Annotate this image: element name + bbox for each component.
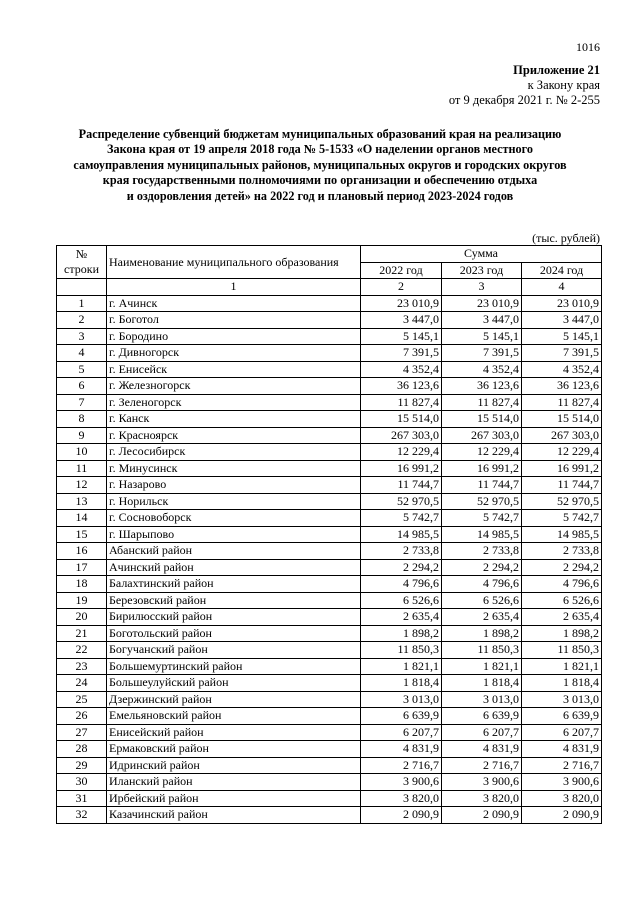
table-row: [57, 724, 602, 741]
amount-2023: 14 985,5: [442, 526, 522, 543]
municipality-name: Емельяновский район: [107, 708, 361, 725]
header-num-symbol: №: [75, 247, 88, 261]
header-name: Наименование муниципального образования: [107, 246, 361, 279]
municipality-name: г. Шарыпово: [107, 526, 361, 543]
column-number-empty: [57, 279, 107, 296]
municipality-name: г. Канск: [107, 411, 361, 428]
amount-2024: 3 013,0: [522, 691, 602, 708]
table-row: [57, 345, 602, 362]
amount-2022: 3 820,0: [361, 790, 442, 807]
amount-2023: 6 526,6: [442, 592, 522, 609]
municipality-name: г. Минусинск: [107, 460, 361, 477]
column-number-1: 1: [107, 279, 361, 296]
municipality-name: Ирбейский район: [107, 790, 361, 807]
amount-2022: 12 229,4: [361, 444, 442, 461]
title-line-1: Распределение субвенций бюджетам муниципальных образований края на реализацию: [78, 127, 562, 141]
amount-2022: 4 796,6: [361, 576, 442, 593]
municipality-name: Енисейский район: [107, 724, 361, 741]
header-sum: Сумма: [361, 246, 602, 263]
row-number: 25: [57, 691, 107, 708]
amount-2022: 6 639,9: [361, 708, 442, 725]
amount-2023: 1 821,1: [442, 658, 522, 675]
row-number: 1: [57, 295, 107, 312]
municipality-name: г. Дивногорск: [107, 345, 361, 362]
table-row: [57, 790, 602, 807]
municipality-name: г. Бородино: [107, 328, 361, 345]
municipality-name: г. Лесосибирск: [107, 444, 361, 461]
amount-2024: 3 900,6: [522, 774, 602, 791]
column-number-4: 4: [522, 279, 602, 296]
amount-2024: 3 447,0: [522, 312, 602, 329]
amount-2022: 2 716,7: [361, 757, 442, 774]
amount-2022: 1 898,2: [361, 625, 442, 642]
amount-2023: 2 716,7: [442, 757, 522, 774]
row-number: 24: [57, 675, 107, 692]
amount-2023: 52 970,5: [442, 493, 522, 510]
title-line-2: Закона края от 19 апреля 2018 года № 5-1533 «О наделении органов местного: [107, 142, 533, 157]
table-row: [57, 394, 602, 411]
amount-2023: 16 991,2: [442, 460, 522, 477]
amount-2022: 2 294,2: [361, 559, 442, 576]
amount-2024: 2 733,8: [522, 543, 602, 560]
amount-2024: 2 090,9: [522, 807, 602, 824]
municipality-name: Боготольский район: [107, 625, 361, 642]
row-number: 15: [57, 526, 107, 543]
amount-2024: 12 229,4: [522, 444, 602, 461]
title-line-4: края государственными полномочиями по организации и обеспечению отдыха: [102, 173, 538, 188]
row-number: 22: [57, 642, 107, 659]
amount-2022: 52 970,5: [361, 493, 442, 510]
municipality-name: г. Красноярск: [107, 427, 361, 444]
table-row: [57, 741, 602, 758]
amount-2024: 4 796,6: [522, 576, 602, 593]
amount-2023: 3 447,0: [442, 312, 522, 329]
amount-2024: 7 391,5: [522, 345, 602, 362]
row-number: 16: [57, 543, 107, 560]
municipality-name: г. Назарово: [107, 477, 361, 494]
appendix-date: от 9 декабря 2021 г. № 2-255: [448, 93, 600, 107]
title-line-5: и оздоровления детей» на 2022 год и плановый период 2023-2024 годов: [126, 188, 514, 203]
amount-2023: 23 010,9: [442, 295, 522, 312]
amount-2022: 36 123,6: [361, 378, 442, 395]
amount-2024: 11 827,4: [522, 394, 602, 411]
municipality-name: Богучанский район: [107, 642, 361, 659]
row-number: 7: [57, 394, 107, 411]
amount-2022: 2 733,8: [361, 543, 442, 560]
table-row: [57, 411, 602, 428]
municipality-name: г. Сосновоборск: [107, 510, 361, 527]
row-number: 29: [57, 757, 107, 774]
amount-2023: 267 303,0: [442, 427, 522, 444]
amount-2024: 11 850,3: [522, 642, 602, 659]
table-row: [57, 361, 602, 378]
municipality-name: Большемуртинский район: [107, 658, 361, 675]
amount-2023: 4 796,6: [442, 576, 522, 593]
amount-2023: 3 013,0: [442, 691, 522, 708]
row-number: 4: [57, 345, 107, 362]
column-number-row: [57, 279, 602, 296]
amount-2023: 2 733,8: [442, 543, 522, 560]
amount-2023: 11 744,7: [442, 477, 522, 494]
amount-2023: 5 742,7: [442, 510, 522, 527]
municipality-name: Балахтинский район: [107, 576, 361, 593]
row-number: 10: [57, 444, 107, 461]
table-row: [57, 510, 602, 527]
amount-2023: 12 229,4: [442, 444, 522, 461]
amount-2024: 2 294,2: [522, 559, 602, 576]
header-year-2022: 2022 год: [361, 262, 442, 279]
amount-2024: 6 207,7: [522, 724, 602, 741]
amount-2022: 16 991,2: [361, 460, 442, 477]
amount-2022: 2 090,9: [361, 807, 442, 824]
amount-2023: 3 900,6: [442, 774, 522, 791]
municipality-name: г. Ачинск: [107, 295, 361, 312]
amount-2024: 6 639,9: [522, 708, 602, 725]
table-row: [57, 526, 602, 543]
municipality-name: Большеулуйский район: [107, 675, 361, 692]
amount-2023: 2 635,4: [442, 609, 522, 626]
amount-2022: 3 447,0: [361, 312, 442, 329]
row-number: 3: [57, 328, 107, 345]
table-row: [57, 757, 602, 774]
amount-2023: 6 639,9: [442, 708, 522, 725]
amount-2022: 6 526,6: [361, 592, 442, 609]
table-row: [57, 312, 602, 329]
table-row: [57, 691, 602, 708]
municipality-name: Казачинский район: [107, 807, 361, 824]
amount-2023: 15 514,0: [442, 411, 522, 428]
amount-2023: 5 145,1: [442, 328, 522, 345]
amount-2023: 3 820,0: [442, 790, 522, 807]
amount-2022: 4 352,4: [361, 361, 442, 378]
row-number: 13: [57, 493, 107, 510]
table-row: [57, 477, 602, 494]
table-row: [57, 642, 602, 659]
amount-2022: 267 303,0: [361, 427, 442, 444]
header-num-word: строки: [64, 262, 99, 276]
amount-2024: 52 970,5: [522, 493, 602, 510]
amount-2022: 5 145,1: [361, 328, 442, 345]
amount-2023: 2 090,9: [442, 807, 522, 824]
table-row: [57, 708, 602, 725]
municipality-name: Ачинский район: [107, 559, 361, 576]
amount-2022: 11 744,7: [361, 477, 442, 494]
appendix-title: Приложение 21: [513, 63, 600, 77]
amount-2024: 4 352,4: [522, 361, 602, 378]
amount-2024: 11 744,7: [522, 477, 602, 494]
amount-2024: 36 123,6: [522, 378, 602, 395]
municipality-name: Ермаковский район: [107, 741, 361, 758]
table-row: [57, 807, 602, 824]
amount-2023: 11 850,3: [442, 642, 522, 659]
page-number: 1016: [576, 40, 600, 54]
municipality-name: Дзержинский район: [107, 691, 361, 708]
municipality-name: г. Норильск: [107, 493, 361, 510]
table-row: [57, 427, 602, 444]
amount-2023: 7 391,5: [442, 345, 522, 362]
amount-2024: 2 635,4: [522, 609, 602, 626]
appendix-law: к Закону края: [527, 78, 600, 92]
appendix-block: [449, 63, 600, 108]
row-number: 31: [57, 790, 107, 807]
amount-2022: 5 742,7: [361, 510, 442, 527]
table-row: [57, 625, 602, 642]
amount-2023: 1 818,4: [442, 675, 522, 692]
municipality-name: г. Железногорск: [107, 378, 361, 395]
amount-2022: 1 818,4: [361, 675, 442, 692]
amount-2023: 36 123,6: [442, 378, 522, 395]
document-title: [40, 127, 600, 204]
table-row: [57, 675, 602, 692]
table-row: [57, 543, 602, 560]
table-row: [57, 592, 602, 609]
amount-2024: 5 145,1: [522, 328, 602, 345]
table-row: [57, 328, 602, 345]
column-number-2: 2: [361, 279, 442, 296]
amount-2024: 3 820,0: [522, 790, 602, 807]
amount-2024: 1 818,4: [522, 675, 602, 692]
municipality-name: г. Енисейск: [107, 361, 361, 378]
municipality-name: Идринский район: [107, 757, 361, 774]
row-number: 2: [57, 312, 107, 329]
table-row: [57, 576, 602, 593]
amount-2022: 4 831,9: [361, 741, 442, 758]
amount-2022: 3 013,0: [361, 691, 442, 708]
row-number: 11: [57, 460, 107, 477]
row-number: 14: [57, 510, 107, 527]
amount-2022: 2 635,4: [361, 609, 442, 626]
municipality-name: г. Зеленогорск: [107, 394, 361, 411]
row-number: 21: [57, 625, 107, 642]
amount-2024: 16 991,2: [522, 460, 602, 477]
subvention-table: [56, 245, 602, 824]
amount-2024: 15 514,0: [522, 411, 602, 428]
row-number: 12: [57, 477, 107, 494]
municipality-name: Бирилюсский район: [107, 609, 361, 626]
amount-2023: 6 207,7: [442, 724, 522, 741]
amount-2024: 14 985,5: [522, 526, 602, 543]
row-number: 20: [57, 609, 107, 626]
amount-2022: 1 821,1: [361, 658, 442, 675]
amount-2024: 1 898,2: [522, 625, 602, 642]
amount-2022: 14 985,5: [361, 526, 442, 543]
amount-2024: 2 716,7: [522, 757, 602, 774]
row-number: 27: [57, 724, 107, 741]
amount-2023: 4 352,4: [442, 361, 522, 378]
table-row: [57, 295, 602, 312]
header-year-2023: 2023 год: [442, 262, 522, 279]
amount-2022: 11 827,4: [361, 394, 442, 411]
amount-2022: 23 010,9: [361, 295, 442, 312]
row-number: 32: [57, 807, 107, 824]
row-number: 28: [57, 741, 107, 758]
row-number: 18: [57, 576, 107, 593]
header-year-2024: 2024 год: [522, 262, 602, 279]
title-line-3: самоуправления муниципальных районов, муниципальных округов и городских округов: [73, 157, 567, 172]
table-row: [57, 658, 602, 675]
row-number: 30: [57, 774, 107, 791]
amount-2022: 6 207,7: [361, 724, 442, 741]
table-row: [57, 774, 602, 791]
row-number: 23: [57, 658, 107, 675]
amount-2024: 4 831,9: [522, 741, 602, 758]
table-row: [57, 559, 602, 576]
table-row: [57, 444, 602, 461]
amount-2023: 1 898,2: [442, 625, 522, 642]
row-number: 6: [57, 378, 107, 395]
amount-2023: 4 831,9: [442, 741, 522, 758]
amount-2023: 2 294,2: [442, 559, 522, 576]
row-number: 5: [57, 361, 107, 378]
row-number: 19: [57, 592, 107, 609]
municipality-name: г. Боготол: [107, 312, 361, 329]
amount-2022: 3 900,6: [361, 774, 442, 791]
municipality-name: Абанский район: [107, 543, 361, 560]
units-label: (тыс. рублей): [532, 231, 600, 245]
row-number: 9: [57, 427, 107, 444]
table-row: [57, 378, 602, 395]
amount-2022: 15 514,0: [361, 411, 442, 428]
table-row: [57, 493, 602, 510]
column-number-3: 3: [442, 279, 522, 296]
amount-2024: 6 526,6: [522, 592, 602, 609]
amount-2024: 5 742,7: [522, 510, 602, 527]
table-row: [57, 460, 602, 477]
header-row-1: [57, 246, 602, 263]
header-row-number: [57, 246, 107, 279]
row-number: 17: [57, 559, 107, 576]
amount-2023: 11 827,4: [442, 394, 522, 411]
table-row: [57, 609, 602, 626]
amount-2024: 267 303,0: [522, 427, 602, 444]
amount-2022: 11 850,3: [361, 642, 442, 659]
row-number: 8: [57, 411, 107, 428]
table-body: [57, 295, 602, 823]
municipality-name: Березовский район: [107, 592, 361, 609]
row-number: 26: [57, 708, 107, 725]
municipality-name: Иланский район: [107, 774, 361, 791]
amount-2024: 1 821,1: [522, 658, 602, 675]
amount-2022: 7 391,5: [361, 345, 442, 362]
amount-2024: 23 010,9: [522, 295, 602, 312]
